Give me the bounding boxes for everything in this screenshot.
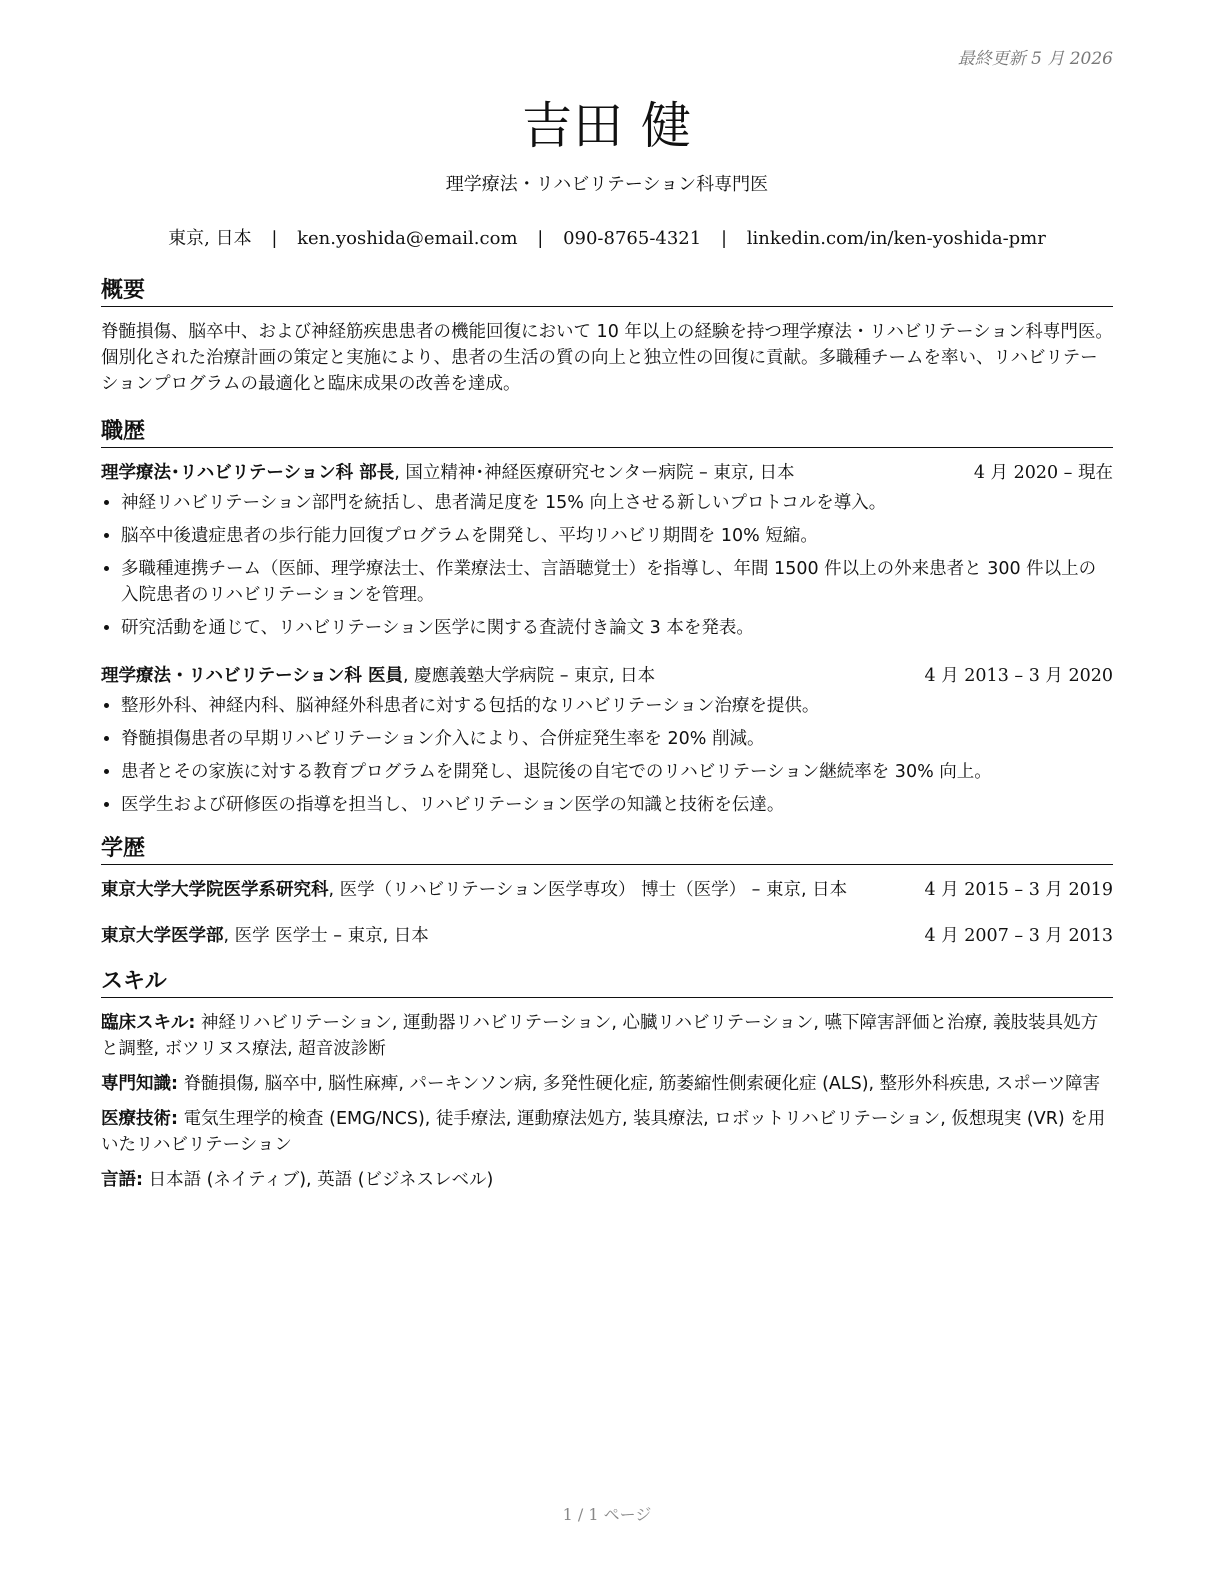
experience-role: 理学療法･リハビリテーション科 部長 <box>101 463 395 483</box>
experience-date: 4 月 2020 – 現在 <box>973 463 1113 483</box>
candidate-name: 吉田 健 <box>522 97 692 155</box>
experience-bullet: • 研究活動を通じて、リハビリテーション医学に関する査読付き論文 3 本を発表。 <box>121 615 1113 641</box>
skill-row <box>101 1010 1113 1062</box>
skill-row <box>101 1106 1113 1158</box>
skill-row <box>101 1071 1113 1097</box>
education-entry <box>101 923 1113 949</box>
skill-value: 脊髄損傷, 脳卒中, 脳性麻痺, パーキンソン病, 多発性硬化症, 筋萎縮性側索硬化症 (ALS), 整形外科疾患, スポーツ障害 <box>178 1074 1101 1094</box>
resume-content <box>101 278 1113 1202</box>
education-date: 4 月 2007 – 3 月 2013 <box>924 926 1113 946</box>
experience-org: , 慶應義塾大学病院 – 東京, 日本 <box>403 666 656 686</box>
education-entry-header <box>101 877 1113 903</box>
experience-entry <box>101 663 1113 818</box>
page-number: 1 / 1 ページ <box>562 1505 652 1524</box>
experience-entry-title <box>101 663 655 689</box>
skill-label: 臨床スキル: <box>101 1013 196 1033</box>
experience-bullet: • 医学生および研修医の指導を担当し、リハビリテーション医学の知識と技術を伝達。 <box>121 792 1113 818</box>
education-date: 4 月 2015 – 3 月 2019 <box>924 880 1113 900</box>
last-updated: 最終更新 5 月 2026 <box>957 49 1113 69</box>
experience-bullet: • 整形外科、神経内科、脳神経外科患者に対する包括的なリハビリテーション治療を提供。 <box>121 693 1113 719</box>
experience-bullet: • 脊髄損傷患者の早期リハビリテーション介入により、合併症発生率を 20% 削減。 <box>121 726 1113 752</box>
section-heading-skills: スキル <box>101 969 1113 998</box>
section-heading-education: 学歴 <box>101 836 1113 865</box>
experience-bullets <box>101 693 1113 818</box>
experience-bullet: • 患者とその家族に対する教育プログラムを開発し、退院後の自宅でのリハビリテーション継続率を 30% 向上。 <box>121 759 1113 785</box>
education-school: 東京大学大学院医学系研究科 <box>101 880 329 900</box>
contact-separator: | <box>271 228 278 249</box>
experience-bullet: • 多職種連携チーム（医師、理学療法士、作業療法士、言語聴覚士）を指導し、年間 1500 件以上の外来患者と 300 件以上の入院患者のリハビリテーションを管理。 <box>121 556 1113 608</box>
section-heading-experience: 職歴 <box>101 419 1113 448</box>
skill-value: 電気生理学的検査 (EMG/NCS), 徒手療法, 運動療法処方, 装具療法, ロボットリハビリテーション, 仮想現実 (VR) を用いたリハビリテーション <box>101 1109 1106 1155</box>
education-detail: , 医学 医学士 – 東京, 日本 <box>223 926 429 946</box>
contact-line <box>101 224 1113 250</box>
experience-entry-title <box>101 460 794 486</box>
education-entry-title <box>101 877 847 903</box>
experience-entry-header <box>101 663 1113 689</box>
contact-phone[interactable]: 090-8765-4321 <box>563 228 702 249</box>
contact-separator: | <box>720 228 728 249</box>
experience-bullet: • 神経リハビリテーション部門を統括し、患者満足度を 15% 向上させる新しいプロトコルを導入。 <box>121 490 1113 516</box>
experience-bullets <box>101 490 1113 641</box>
resume-page <box>101 0 1113 1584</box>
experience-role: 理学療法・リハビリテーション科 医員 <box>101 666 404 686</box>
contact-location: 東京, 日本 <box>168 228 252 249</box>
contact-separator: | <box>537 228 544 249</box>
skill-label: 医療技術: <box>101 1109 178 1129</box>
section-heading-summary: 概要 <box>101 278 1113 307</box>
skills-list <box>101 1010 1113 1193</box>
education-entry-title <box>101 923 429 949</box>
candidate-title: 理学療法・リハビリテーション科専門医 <box>445 174 769 195</box>
education-entry-header <box>101 923 1113 949</box>
experience-entry <box>101 460 1113 641</box>
education-school: 東京大学医学部 <box>101 926 224 946</box>
skill-value: 日本語 (ネイティブ), 英語 (ビジネスレベル) <box>143 1170 494 1190</box>
experience-org: , 国立精神･神経医療研究センター病院 – 東京, 日本 <box>394 463 795 483</box>
contact-linkedin[interactable]: linkedin.com/in/ken-yoshida-pmr <box>746 228 1046 249</box>
experience-date: 4 月 2013 – 3 月 2020 <box>924 666 1113 686</box>
skill-row <box>101 1167 1113 1193</box>
education-detail: , 医学（リハビリテーション医学専攻） 博士（医学） – 東京, 日本 <box>328 880 848 900</box>
skill-label: 言語: <box>101 1170 143 1190</box>
contact-email[interactable]: ken.yoshida@email.com <box>297 228 518 249</box>
skill-value: 神経リハビリテーション, 運動器リハビリテーション, 心臓リハビリテーション, 嚥下障害評価と治療, 義肢装具処方と調整, ボツリヌス療法, 超音波診断 <box>101 1013 1099 1059</box>
summary-text: 脊髄損傷、脳卒中、および神経筋疾患患者の機能回復において 10 年以上の経験を持つ理学療法・リハビリテーション科専門医。個別化された治療計画の策定と実施により、患者の生活の質の向上と独立性の回復に貢献。多職種チームを率い、リハビリテーションプログラムの最適化と臨床成果の改善を達成。 <box>101 322 1113 394</box>
experience-bullet: • 脳卒中後遺症患者の歩行能力回復プログラムを開発し、平均リハビリ期間を 10% 短縮。 <box>121 523 1113 549</box>
experience-entry-header <box>101 460 1113 486</box>
education-entry <box>101 877 1113 903</box>
skill-label: 専門知識: <box>101 1074 178 1094</box>
